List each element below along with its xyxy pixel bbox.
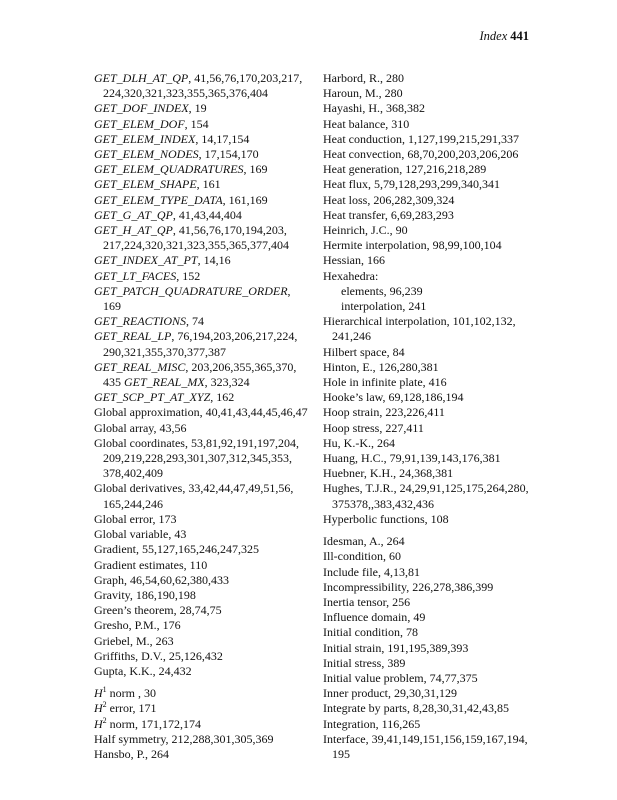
index-page-refs: , 206,282,309,324 — [367, 192, 455, 207]
index-page-refs: , 416 — [422, 375, 447, 390]
index-term: Hughes, T.J.R. — [323, 481, 394, 496]
index-term: Hinton, E. — [323, 359, 373, 374]
index-page-refs: , 173 — [152, 511, 177, 526]
index-entry — [94, 664, 316, 679]
index-entry — [94, 527, 316, 542]
index-term: Gravity — [94, 587, 130, 602]
index-entry — [94, 329, 316, 359]
index-page-refs: , 203,206,355,365,370, — [185, 359, 297, 374]
index-page-refs: , 40,41,43,44,45,46,47 — [199, 405, 308, 420]
index-entry — [323, 193, 539, 208]
index-entry — [94, 253, 316, 268]
index-entry — [94, 223, 316, 253]
index-page-refs: , 78 — [400, 625, 418, 640]
index-page-refs: , 68,70,200,203,206,206 — [401, 147, 519, 162]
index-term: interpolation — [341, 299, 403, 314]
index-entry — [323, 86, 539, 101]
index-entry — [94, 573, 316, 588]
index-page-refs: , 4,13,81 — [377, 564, 420, 579]
index-page-refs: , 46,54,60,62,380,433 — [124, 572, 229, 587]
index-term: GET_REAL_MX — [124, 375, 205, 390]
index-term: Griffiths, D.V. — [94, 648, 163, 663]
index-page-refs: , 1,127,199,215,291,337 — [401, 131, 519, 146]
index-entry — [94, 436, 316, 482]
index-page-refs: , 264 — [145, 746, 170, 761]
index-entry — [94, 634, 316, 649]
index-entry — [94, 588, 316, 603]
index-page-refs: , 280 — [380, 71, 404, 85]
index-entry — [94, 686, 316, 701]
index-page-refs: , 280 — [378, 86, 403, 101]
index-term: Integrate by parts — [323, 701, 407, 716]
index-entry — [323, 284, 539, 299]
index-entry — [323, 534, 539, 549]
index-page-refs: , 241 — [402, 299, 427, 314]
index-term: Griebel, M. — [94, 633, 150, 648]
index-column-left — [94, 71, 316, 762]
index-page-refs: , 6,69,283,293 — [384, 207, 454, 222]
index-entry — [323, 641, 539, 656]
index-entry — [94, 177, 316, 192]
index-term: Global approximation — [94, 405, 200, 420]
index-page-refs: , 171,172,174 — [135, 716, 202, 731]
index-page-refs: , 166 — [361, 253, 385, 268]
index-term: Initial condition — [323, 625, 400, 640]
page-header — [479, 29, 529, 44]
index-term: Heat conduction — [323, 131, 402, 146]
index-term: GET_ELEM_TYPE_DATA — [94, 192, 223, 207]
index-term-superscript: 2 — [102, 715, 107, 725]
index-page-refs-continued: 165,244,246 — [103, 496, 163, 511]
index-page-refs: , 162 — [210, 390, 235, 405]
index-entry — [323, 436, 539, 451]
index-page-refs: , 389 — [381, 655, 406, 670]
index-entry — [94, 208, 316, 223]
index-term: Hayashi, H. — [323, 101, 380, 116]
index-term: Inertia tensor — [323, 594, 387, 609]
index-term: Heat generation — [323, 162, 400, 177]
index-term: GET_REAL_MISC — [94, 359, 186, 374]
index-term: Hoop strain — [323, 405, 380, 420]
index-term: Heat loss — [323, 192, 368, 207]
index-page-refs: , 186,190,198 — [129, 587, 196, 602]
index-page-refs-continued: , 323,324 — [204, 375, 250, 390]
index-term: Global array — [94, 420, 154, 435]
index-page-refs: , 55,127,165,246,247,325 — [135, 542, 259, 557]
index-entry — [323, 177, 539, 192]
index-term: Heat convection — [323, 147, 402, 162]
index-term: H — [94, 701, 103, 716]
index-term: H — [94, 686, 103, 701]
index-entry — [323, 223, 539, 238]
index-entry — [323, 732, 539, 762]
index-entry — [94, 512, 316, 527]
index-entry — [323, 405, 539, 420]
index-entry — [94, 542, 316, 557]
index-entry — [94, 481, 316, 511]
index-page-refs: , 169 — [243, 162, 268, 177]
index-entry — [94, 193, 316, 208]
header-title: Index — [479, 29, 508, 43]
index-term: Harbord, R. — [323, 71, 380, 85]
index-page-refs: , 223,226,411 — [379, 405, 445, 420]
index-page-refs: , 30 — [135, 686, 157, 701]
index-page-refs-continued: 224,320,321,323,355,365,376,404 — [103, 86, 268, 101]
index-entry — [94, 649, 316, 664]
index-term: Hermite interpolation — [323, 238, 427, 253]
index-term: GET_DOF_INDEX — [94, 101, 189, 116]
index-page-refs: , 212,288,301,305,369 — [165, 731, 274, 746]
index-term: Gradient — [94, 542, 136, 557]
index-entry — [323, 481, 539, 511]
index-page-refs: , 60 — [383, 549, 401, 564]
index-term: GET_REACTIONS — [94, 314, 187, 329]
index-page-refs: , 43,56 — [153, 420, 187, 435]
index-term: Ill-condition — [323, 549, 383, 564]
index-page-refs: , 25,126,432 — [162, 648, 223, 663]
index-page-refs-continued: 195 — [332, 746, 350, 761]
index-entry — [323, 466, 539, 481]
index-term: Idesman, A. — [323, 534, 381, 549]
index-page-refs: , 108 — [424, 511, 449, 526]
index-term: GET_ELEM_QUADRATURES — [94, 162, 244, 177]
index-entry — [323, 656, 539, 671]
index-page-refs: , 74 — [186, 314, 205, 329]
index-term: Hooke’s law — [323, 390, 383, 405]
index-entry — [94, 390, 316, 405]
index-term: Heat balance — [323, 116, 386, 131]
index-entry — [94, 421, 316, 436]
index-entry — [323, 671, 539, 686]
index-term-suffix: norm — [106, 716, 136, 731]
index-term: Initial value problem — [323, 670, 424, 685]
index-page-refs: , 226,278,386,399 — [406, 579, 494, 594]
index-page-refs: , 127,216,218,289 — [399, 162, 487, 177]
index-entry — [323, 701, 539, 716]
index-entry — [323, 345, 539, 360]
index-entry — [94, 147, 316, 162]
index-page-refs: , 41,43,44,404 — [172, 207, 242, 222]
index-term: Heat transfer — [323, 207, 385, 222]
index-entry — [323, 421, 539, 436]
index-entry — [323, 132, 539, 147]
index-page-refs-continued: 435 — [103, 375, 124, 390]
index-page-refs: , 256 — [386, 594, 411, 609]
index-page-refs: , 98,99,100,104 — [426, 238, 502, 253]
index-page-refs: , 161 — [196, 177, 221, 192]
index-term: Integration — [323, 716, 376, 731]
index-page-refs: , 24,432 — [152, 663, 192, 678]
index-page-refs: , 191,195,389,393 — [381, 640, 469, 655]
index-page-refs: , 176 — [156, 618, 181, 633]
index-term: Hu, K.-K. — [323, 435, 371, 450]
index-page-refs: , 126,280,381 — [372, 359, 439, 374]
index-term: Gupta, K.K. — [94, 663, 153, 678]
index-page-refs-continued: 241,246 — [332, 329, 371, 344]
index-entry — [94, 405, 316, 420]
index-page-refs: , 368,382 — [380, 101, 425, 116]
index-page-refs: , 28,74,75 — [173, 603, 222, 618]
index-entry — [323, 580, 539, 595]
index-entry — [323, 390, 539, 405]
index-entry — [94, 618, 316, 633]
index-term: Include file — [323, 564, 378, 579]
index-entry — [94, 101, 316, 116]
index-entry — [94, 360, 316, 390]
index-term: GET_DLH_AT_QP — [94, 71, 189, 85]
index-term: Heinrich, J.C. — [323, 223, 390, 238]
index-term-suffix: error — [106, 701, 133, 716]
index-page-refs: , 101,102,132, — [446, 314, 516, 329]
index-page-refs-continued: 169 — [103, 299, 121, 314]
index-entry — [323, 512, 539, 527]
index-term: Global variable — [94, 527, 169, 542]
index-entry — [94, 732, 316, 747]
index-page-refs: , 84 — [386, 344, 405, 359]
index-page-refs: , 24,368,381 — [393, 466, 454, 481]
index-entry — [323, 208, 539, 223]
index-page-refs: , 264 — [371, 435, 395, 450]
index-page-refs: , 24,29,91,125,175,264,280, — [393, 481, 529, 496]
index-term: Influence domain — [323, 610, 408, 625]
index-term: GET_ELEM_SHAPE — [94, 177, 197, 192]
index-entry — [323, 71, 539, 86]
index-entry — [323, 314, 539, 344]
index-entry — [323, 299, 539, 314]
index-page-refs-continued: 209,219,228,293,301,307,312,345,353, — [103, 451, 292, 466]
index-entry — [323, 117, 539, 132]
index-term: Huebner, K.H. — [323, 466, 394, 481]
index-page-refs: , 79,91,139,143,176,381 — [383, 451, 501, 466]
index-term: GET_H_AT_QP — [94, 223, 173, 238]
index-page-refs: , 5,79,128,293,299,340,341 — [367, 177, 500, 192]
index-term: GET_REAL_LP — [94, 329, 172, 344]
index-entry — [323, 610, 539, 625]
index-entry — [323, 451, 539, 466]
index-page-refs: , 69,128,186,194 — [382, 390, 464, 405]
index-page-refs: , 41,56,76,170,194,203, — [172, 223, 287, 238]
index-term: H — [94, 716, 103, 731]
index-entry — [323, 269, 539, 284]
page-number: 441 — [510, 29, 529, 43]
index-page-refs: , 96,239 — [383, 283, 423, 298]
index-entry — [94, 603, 316, 618]
index-entry — [323, 595, 539, 610]
index-term: Initial stress — [323, 655, 382, 670]
index-term: Graph — [94, 572, 124, 587]
index-term: GET_ELEM_INDEX — [94, 131, 196, 146]
index-page-refs-continued: 378,402,409 — [103, 466, 163, 481]
index-page-refs: , — [287, 283, 291, 298]
index-term: Gradient estimates — [94, 557, 184, 572]
index-term: elements — [341, 283, 384, 298]
index-entry — [94, 162, 316, 177]
index-page-refs: , 41,56,76,170,203,217, — [188, 71, 303, 85]
index-term: Interface — [323, 731, 366, 746]
index-entry — [323, 717, 539, 732]
index-term: Heat flux — [323, 177, 368, 192]
index-entry — [323, 625, 539, 640]
index-entry — [94, 71, 316, 101]
index-page-refs-continued: 290,321,355,370,377,387 — [103, 344, 226, 359]
index-entry — [94, 717, 316, 732]
index-entry — [323, 549, 539, 564]
index-page-refs: , 264 — [380, 534, 405, 549]
index-entry — [323, 360, 539, 375]
index-entry — [94, 284, 316, 314]
index-term: GET_PATCH_QUADRATURE_ORDER — [94, 283, 288, 298]
index-term: Global coordinates — [94, 435, 185, 450]
index-page-refs: , 29,30,31,129 — [387, 686, 457, 701]
index-entry — [323, 101, 539, 116]
index-term: Hyperbolic functions — [323, 511, 425, 526]
index-term-superscript: 2 — [102, 700, 107, 710]
index-entry — [323, 375, 539, 390]
index-term: Global error — [94, 511, 153, 526]
index-term: Hoop stress — [323, 420, 380, 435]
index-term-superscript: 1 — [102, 685, 107, 695]
index-page-refs: , 263 — [149, 633, 174, 648]
index-page-refs: , 90 — [389, 223, 408, 238]
index-page-refs: , 8,28,30,31,42,43,85 — [406, 701, 509, 716]
index-page-refs: , 310 — [385, 116, 410, 131]
index-term: GET_INDEX_AT_PT — [94, 253, 198, 268]
index-page-refs: , 116,265 — [375, 716, 421, 731]
index-page-refs: , 33,42,44,47,49,51,56, — [182, 481, 294, 496]
index-term: Hole in infinite plate — [323, 375, 423, 390]
index-page-refs: , 39,41,149,151,156,159,167,194, — [365, 731, 528, 746]
index-page-refs: , 14,16 — [197, 253, 231, 268]
index-entry — [323, 162, 539, 177]
index-entry — [94, 117, 316, 132]
index-term: Hessian — [323, 253, 361, 268]
index-page-refs-continued: 375378,,383,432,436 — [332, 496, 434, 511]
index-term: Hansbo, P. — [94, 746, 146, 761]
index-page-refs: , 17,154,170 — [198, 147, 259, 162]
index-entry — [94, 132, 316, 147]
index-term: Incompressibility — [323, 579, 407, 594]
index-term: GET_SCP_PT_AT_XYZ — [94, 390, 211, 405]
index-page-refs: , 154 — [184, 116, 209, 131]
index-page-refs-continued: 217,224,320,321,323,355,365,377,404 — [103, 238, 289, 253]
index-page-refs: , 161,169 — [222, 192, 268, 207]
index-page-refs: , 53,81,92,191,197,204, — [184, 435, 299, 450]
index-entry — [323, 686, 539, 701]
index-term: Hierarchical interpolation — [323, 314, 447, 329]
index-term: Huang, H.C. — [323, 451, 384, 466]
index-entry — [94, 269, 316, 284]
index-page-refs: , 171 — [132, 701, 157, 716]
index-entry — [323, 565, 539, 580]
index-page-refs: , 110 — [183, 557, 208, 572]
index-term: Initial strain — [323, 640, 382, 655]
index-term: GET_G_AT_QP — [94, 207, 173, 222]
index-page-refs: , 43 — [168, 527, 187, 542]
index-entry — [94, 747, 316, 762]
index-term: Hilbert space — [323, 344, 387, 359]
index-column-right — [323, 71, 539, 762]
index-term: Hexahedra: — [323, 268, 379, 283]
index-term: GET_ELEM_DOF — [94, 116, 185, 131]
index-entry — [94, 558, 316, 573]
index-page-refs: , 14,17,154 — [195, 131, 250, 146]
index-term: Gresho, P.M. — [94, 618, 157, 633]
index-term-suffix: norm — [106, 686, 136, 701]
index-term: GET_LT_FACES — [94, 268, 177, 283]
index-page-refs: , 49 — [407, 610, 426, 625]
index-term: Inner product — [323, 686, 388, 701]
index-term: Green’s theorem — [94, 603, 174, 618]
index-entry — [323, 238, 539, 253]
index-term: GET_ELEM_NODES — [94, 147, 199, 162]
index-entry — [94, 314, 316, 329]
index-page-refs: , 227,411 — [379, 420, 424, 435]
index-term: Global derivatives — [94, 481, 183, 496]
index-page-refs: , 76,194,203,206,217,224, — [171, 329, 298, 344]
index-term: Haroun, M. — [323, 86, 379, 101]
index-page-refs: , 152 — [176, 268, 201, 283]
index-term: Half symmetry — [94, 731, 166, 746]
index-entry — [94, 701, 316, 716]
index-entry — [323, 253, 539, 268]
index-entry — [323, 147, 539, 162]
index-page-refs: , 19 — [188, 101, 207, 116]
index-page-refs: , 74,77,375 — [423, 670, 478, 685]
